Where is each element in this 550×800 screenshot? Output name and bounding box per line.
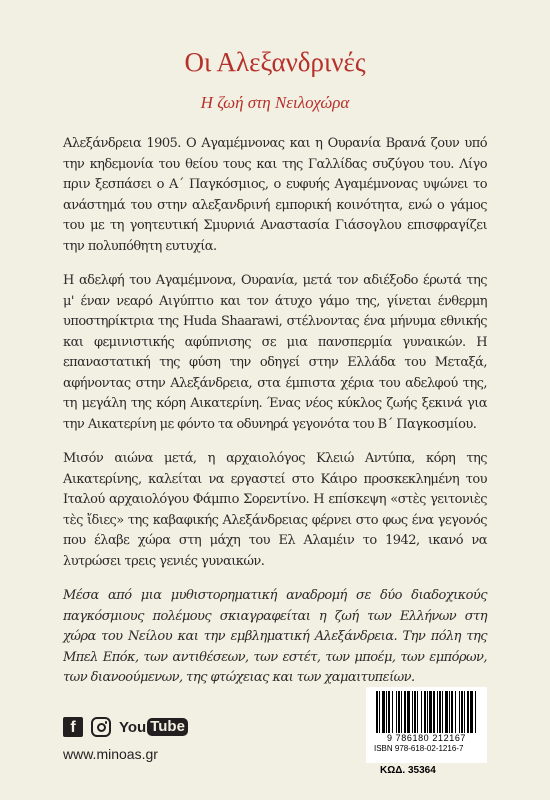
- barcode-bar: [396, 691, 397, 733]
- barcode-bar: [388, 691, 390, 733]
- barcode-bar: [424, 691, 426, 733]
- barcode-bar: [382, 691, 385, 733]
- instagram-icon[interactable]: [91, 717, 111, 737]
- barcode-bar: [414, 691, 416, 733]
- barcode-digits: 9 786180 212167: [386, 733, 467, 743]
- isbn-number: ISBN 978-618-02-1216-7: [374, 744, 464, 753]
- barcode-bar: [404, 691, 406, 733]
- blurb-paragraph-italic: Μέσα από μια μυθιστορηματική αναδρομή σε δύο διαδοχικούς παγκόσμιους πολέμους σκιαγραφείται η ζωή των Ελλήνων στη χώρα του Νείλου και την εμβληματική Αλεξάνδρεια. Την πόλη της Μπελ Επόκ, των αντιθέσεων, των εστέτ, των μποέμ, των εμπόρων, των διανοούμενων, της φτώχειας και των χαμαιτυπείων.: [63, 588, 487, 685]
- youtube-icon[interactable]: [119, 718, 188, 736]
- youtube-tube: Tube: [147, 718, 188, 736]
- barcode-bar: [439, 691, 441, 733]
- barcode-bar: [398, 691, 400, 733]
- book-subtitle: Η ζωή στη Νειλοχώρα: [200, 93, 350, 112]
- barcode-bar: [376, 691, 378, 733]
- blurb-paragraph-2: Η αδελφή του Αγαμέμνονα, Ουρανία, μετά τον αδιέξοδο έρωτά της μ' έναν νεαρό Αιγύπτιο και τον άτυχο γάμο της, γίνεται ένθερμη υποστηρίκτρια της Huda Shaarawi, στέλνοντας ένα μήνυμα εθνικής και φεμινιστικής αφύπνισης σε μια πανσπερμία γυναικών. Η επαναστατική της φύση την οδηγεί στην Ελλάδα του Μεταξά, αφήνοντας στην Αλεξάνδρεια, στα έμπιστα χέρια του αδελφού της, τη μεγάλη της κόρη Αικατερίνη. Ένας νέος κύκλος ζωής ξεκινά για την Αικατερίνη με φόντο τα οδυνηρά γεγονότα του Β΄ Παγκοσμίου.: [63, 273, 487, 432]
- barcode-bar: [442, 691, 443, 733]
- facebook-icon[interactable]: [63, 717, 83, 737]
- barcode-bar: [437, 691, 438, 733]
- blurb: [63, 134, 487, 703]
- barcode-bar: [417, 691, 418, 733]
- barcode: [366, 687, 487, 763]
- facebook-glyph: f: [70, 719, 76, 736]
- barcode-bar: [427, 691, 428, 733]
- youtube-you: You: [119, 718, 147, 736]
- product-code: ΚΩΔ. 35364: [380, 765, 436, 776]
- barcode-bar: [461, 691, 463, 733]
- barcode-bar: [392, 691, 393, 733]
- barcode-bar: [412, 691, 413, 733]
- barcode-bar: [429, 691, 432, 733]
- social-links: [63, 714, 188, 740]
- barcode-bar: [464, 691, 465, 733]
- blurb-paragraph-3: Μισόν αιώνα μετά, η αρχαιολόγος Κλειώ Αντύπα, κόρη της Αικατερίνης, καλείται να εργαστεί στο Κάιρο προσκεκλημένη του Ιταλού αρχαιολόγου Φάμπιο Σορεντίνο. Η επίσκεψη «στὲς γειτονιὲς τὲς ἴδιες» της καβαφικής Αλεξάνδρειας φέρνει στο φως ένα γεγονός που έλαβε χώρα στη μάχη του Ελ Αλαμέιν το 1942, ικανό να λυτρώσει τρεις γενιές γυναικών.: [63, 451, 487, 569]
- barcode-bar: [449, 691, 450, 733]
- barcode-bar: [470, 691, 473, 733]
- barcode-bar: [407, 691, 410, 733]
- blurb-paragraph-1: Αλεξάνδρεια 1905. Ο Αγαμέμνονας και η Ουρανία Βρανά ζουν υπό την κηδεμονία του θείου τους και της Γαλλίδας συζύγου του. Λίγο πριν ξεσπάσει ο Α΄ Παγκόσμιος, ο ευφυής Αγαμέμνονας υψώνει το ανάστημά του στην αλεξανδρινή εμπορική κοινότητα, ενώ ο γάμος του με τη γοητευτική Σμυρνιά Αναστασία Γιάσογλου επισφραγίζει την πολυπόθητη ευτυχία.: [63, 136, 487, 254]
- barcode-bar: [379, 691, 380, 733]
- barcode-bar: [433, 691, 435, 733]
- barcode-bar: [386, 691, 387, 733]
- barcode-bar: [475, 691, 476, 733]
- barcode-bar: [455, 691, 456, 733]
- website-link[interactable]: www.minoas.gr: [63, 746, 158, 762]
- book-title: Οι Αλεξανδρινές: [184, 47, 366, 77]
- barcode-bar: [459, 691, 460, 733]
- barcode-bar: [451, 691, 453, 733]
- barcode-bar: [421, 691, 422, 733]
- barcode-bar: [401, 691, 402, 733]
- barcode-bar: [467, 691, 469, 733]
- barcode-bars: [374, 691, 479, 733]
- barcode-bar: [445, 691, 448, 733]
